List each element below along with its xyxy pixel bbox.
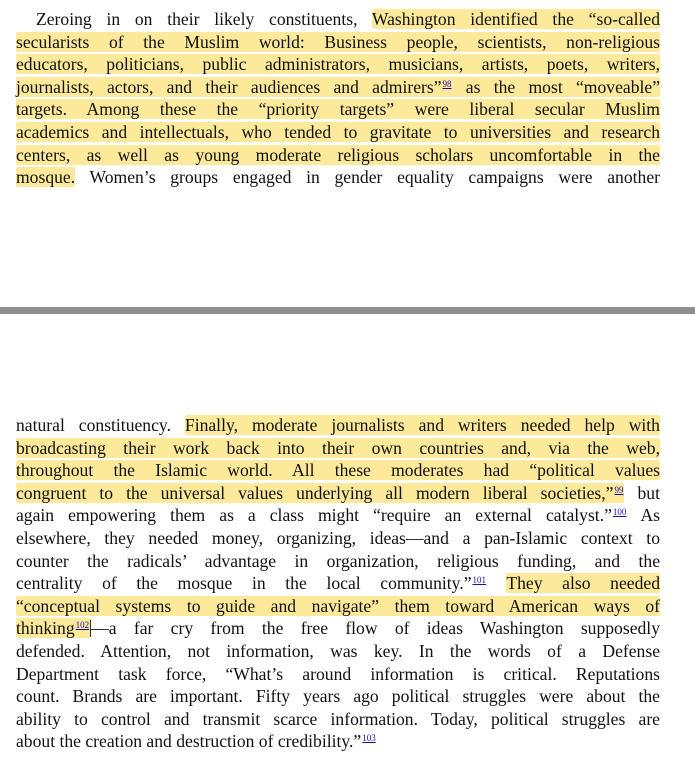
text-run: —a far cry from the free flow of ideas Washington supposedly xyxy=(91,618,660,639)
text-line xyxy=(16,730,660,753)
text-line xyxy=(16,166,660,189)
highlighted-text[interactable]: centers, as well as young moderate religious scholars uncomfortable in the xyxy=(16,144,660,165)
text-line xyxy=(16,527,660,550)
page-top-text xyxy=(16,8,660,189)
highlighted-text[interactable]: educators, politicians, public administrators, musicians, artists, poets, writers, xyxy=(16,54,660,75)
text-line xyxy=(16,550,660,573)
text-line xyxy=(16,414,660,437)
highlighted-text[interactable]: “conceptual systems to guide and navigate” them toward American ways of xyxy=(16,595,660,616)
highlighted-text[interactable] xyxy=(16,77,660,97)
highlighted-text[interactable]: throughout the Islamic world. All these moderates had “political values xyxy=(16,460,660,481)
text-line xyxy=(16,144,660,167)
highlighted-text[interactable]: targets. Among these the “priority targets” were liberal secular Muslim xyxy=(16,99,660,120)
footnote-link[interactable]: 100 xyxy=(612,507,627,518)
text-run: about the creation and destruction of credibility.” xyxy=(16,731,362,752)
footnote-link[interactable]: 98 xyxy=(442,78,452,89)
text-line xyxy=(16,685,660,708)
highlighted-text[interactable]: broadcasting their work back into their own countries and, via the web, xyxy=(16,437,660,458)
footnote-link[interactable]: 102 xyxy=(75,620,90,631)
text-run: Women’s groups engaged in gender equality campaigns were another xyxy=(75,167,660,188)
page-divider xyxy=(0,307,695,314)
text-line xyxy=(16,437,660,460)
text-run: natural constituency. xyxy=(16,415,185,435)
text-run xyxy=(487,573,506,593)
text-line xyxy=(16,98,660,121)
text-line xyxy=(16,121,660,144)
text-line xyxy=(16,53,660,76)
text-run: defended. Attention, not information, was key. In the words of a Defense xyxy=(16,640,660,661)
text-run: ability to control and transmit scarce information. Today, political struggles are xyxy=(16,708,660,729)
text-run: but xyxy=(624,482,660,503)
page-bottom-text xyxy=(16,414,660,753)
footnote-link[interactable]: 101 xyxy=(472,575,487,586)
text-run: Zeroing in on their likely constituents, xyxy=(36,9,372,29)
text-run: as the most “moveable” xyxy=(452,76,660,97)
text-run: counter the radicals’ advantage in organization, religious funding, and the xyxy=(16,550,660,571)
text-line xyxy=(16,708,660,731)
text-line xyxy=(16,76,660,99)
highlighted-text[interactable]: Washington identified the “so-called xyxy=(371,9,660,29)
text-run: As xyxy=(627,505,660,526)
text-run: journalists, actors, and their audiences and admirers” xyxy=(16,76,442,97)
highlighted-text[interactable]: Finally, moderate journalists and writers needed help with xyxy=(184,415,660,435)
text-line xyxy=(16,482,660,505)
text-line xyxy=(16,8,660,31)
text-run: elsewhere, they needed money, organizing, ideas—and a pan-Islamic context to xyxy=(16,527,660,548)
text-run: congruent to the universal values underlying all modern liberal societies,” xyxy=(16,482,614,503)
text-line xyxy=(16,640,660,663)
text-line xyxy=(16,459,660,482)
text-run: centrality of the mosque in the local community.” xyxy=(16,573,472,594)
highlighted-text[interactable]: They also needed xyxy=(506,573,660,594)
text-line xyxy=(16,31,660,54)
footnote-link[interactable]: 99 xyxy=(614,484,624,495)
highlighted-text[interactable]: mosque. xyxy=(16,167,76,188)
text-run: Department task force, “What’s around information is critical. Reputations xyxy=(16,663,660,684)
highlighted-text[interactable]: academics and intellectuals, who tended to gravitate to universities and research xyxy=(16,121,660,142)
highlighted-text[interactable]: secularists of the Muslim world: Business people, scientists, non-religious xyxy=(16,31,660,52)
text-line xyxy=(16,595,660,618)
text-run: count. Brands are important. Fifty years ago political struggles were about the xyxy=(16,686,660,707)
footnote-link[interactable]: 103 xyxy=(362,733,376,744)
text-line xyxy=(16,663,660,686)
text-line xyxy=(16,504,660,527)
text-line xyxy=(16,617,660,640)
text-run: again empowering them as a class might “require an external catalyst.” xyxy=(16,505,612,526)
highlighted-text[interactable] xyxy=(16,483,624,503)
text-run: thinking xyxy=(16,618,75,639)
highlighted-text[interactable] xyxy=(16,618,90,638)
text-line xyxy=(16,572,660,595)
